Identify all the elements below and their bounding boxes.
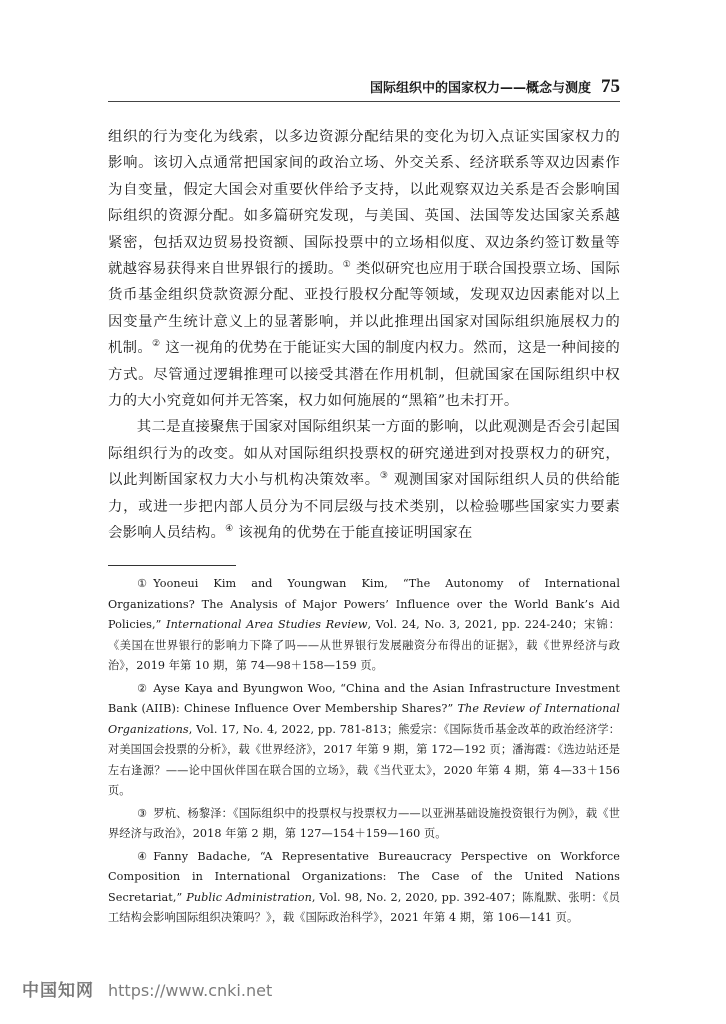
- footnote-2-journal: The Review of International Organizations: [108, 702, 620, 736]
- running-header-title: 国际组织中的国家权力——概念与测度: [369, 81, 591, 96]
- page-number: 75: [601, 76, 620, 97]
- paragraph-1-part-1: 组织的行为变化为线索，以多边资源分配结果的变化为切入点证实国家权力的影响。该切入点通常把国家间的政治立场、外交关系、经济联系等双边因素作为自变量，假定大国会对重要伙伴给予支持，以此观察双边关系是否会影响国际组织的资源分配。如多篇研究发现，与美国、英国、法国等发达国家关系越紧密，包括双边贸易投资额、国际投票中的立场相似度、双边条约签订数量等就越容易获得来自世界银行的援助。: [108, 129, 620, 278]
- paragraph-2-part-3: 该视角的优势在于能直接证明国家在: [233, 525, 473, 542]
- paragraph-2: [108, 414, 620, 546]
- footnote-1: [108, 574, 620, 677]
- paragraph-2-part-2: 观测国家对国际组织人员的供给能力，或进一步把内部人员分为不同层级与技术类别，以检验哪些国家实力要素会影响人员结构。: [108, 472, 620, 542]
- footnote-ref-4[interactable]: ④: [225, 524, 234, 535]
- footnote-ref-2[interactable]: ②: [152, 339, 161, 350]
- paragraph-1: [108, 124, 620, 414]
- footnote-4-journal: Public Administration: [186, 890, 312, 904]
- footnote-marker-2: ②: [137, 681, 148, 695]
- cnki-watermark: [22, 976, 272, 1001]
- footnote-separator: [108, 565, 236, 566]
- footnote-3: [108, 804, 620, 845]
- footnote-ref-1[interactable]: ①: [342, 260, 352, 271]
- footnote-2-text-a: Ayse Kaya and Byungwon Woo, “China and the Asian Infrastructure Investment Bank (AIIB): Chinese Influence Over Membership Shares?”: [108, 681, 620, 715]
- footnote-3-text-a: 罗杭、杨黎泽：《国际组织中的投票权与投票权力——以亚洲基础设施投资银行为例》，载《世界经济与政治》，2018 年第 2 期，第 127—154＋159—160 页。: [108, 806, 620, 840]
- body-text: [108, 124, 620, 547]
- footnote-4-text-a: Fanny Badache, “A Representative Bureaucracy Perspective on Workforce Composition in International Organizations: The Case of the United Nations Secretariat,”: [108, 849, 620, 904]
- footnote-2: [108, 679, 620, 802]
- footnote-2-text-b: , Vol. 17, No. 4, 2022, pp. 781-813；熊爱宗：《国际货币基金改革的政治经济学：对美国国会投票的分析》，载《世界经济》，2017 年第 9 期，第 172—192 页；潘海霞：《选边站还是左右逢源？——论中国伙伴国在联合国的立场》，载《当代亚太》，2020 年第 4 期，第 4—33＋156 页。: [108, 722, 620, 797]
- footnotes: [108, 574, 620, 931]
- footnote-marker-4: ④: [137, 849, 148, 863]
- footnote-4-text-b: , Vol. 98, No. 2, 2020, pp. 392-407；陈胤默、张明：《员工结构会影响国际组织决策吗？》，载《国际政治科学》，2021 年第 4 期，第 106—141 页。: [108, 890, 621, 924]
- cnki-url[interactable]: https://www.cnki.net: [108, 981, 273, 1000]
- cnki-logo: 中国知网: [22, 981, 94, 1001]
- header-rule: [108, 101, 620, 102]
- paragraph-1-part-3: 这一视角的优势在于能证实大国的制度内权力。然而，这是一种间接的方式。尽管通过逻辑推理可以接受其潜在作用机制，但就国家在国际组织中权力的大小究竟如何并无答案，权力如何施展的“黑箱”也未打开。: [108, 340, 620, 410]
- footnote-4: [108, 847, 620, 929]
- paragraph-1-part-2: 类似研究也应用于联合国投票立场、国际货币基金组织贷款资源分配、亚投行股权分配等领域，发现双边因素能对以上因变量产生统计意义上的显著影响，并以此推理出国家对国际组织施展权力的机制。: [108, 261, 620, 357]
- running-header: [108, 76, 620, 98]
- footnote-marker-1: ①: [137, 577, 148, 590]
- footnote-1-text-a: Yooneui Kim and Youngwan Kim, “The Autonomy of International Organizations? The Analysis of Major Powers’ Influence over the World Bank’s Aid Policies,”: [108, 577, 620, 631]
- footnote-1-text-b: , Vol. 24, No. 3, 2021, pp. 224-240；宋锦：《美国在世界银行的影响力下降了吗——从世界银行发展融资分布得出的证据》，载《世界经济与政治》，2019 年第 10 期，第 74—98＋158—159 页。: [108, 618, 620, 672]
- footnote-1-journal: International Area Studies Review: [166, 618, 368, 631]
- footnote-ref-3[interactable]: ③: [379, 471, 389, 482]
- paragraph-2-part-1: 其二是直接聚焦于国家对国际组织某一方面的影响，以此观测是否会引起国际组织行为的改变。如从对国际组织投票权的研究递进到对投票权力的研究，以此判断国家权力大小与机构决策效率。: [108, 419, 620, 489]
- footnote-marker-3: ③: [137, 806, 148, 820]
